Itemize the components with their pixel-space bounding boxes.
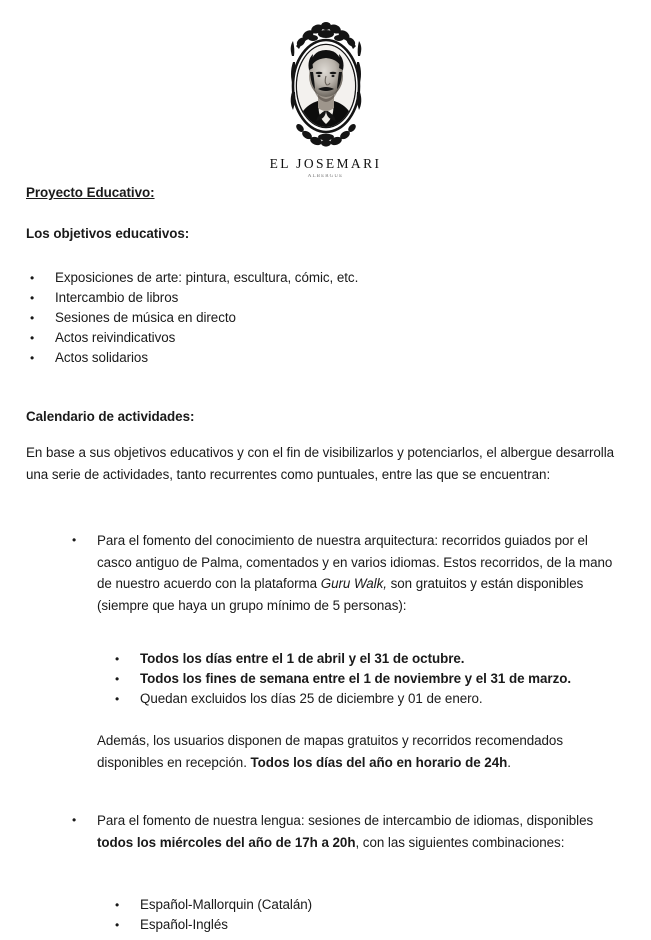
mapas-bold: Todos los días del año en horario de 24h <box>250 754 508 770</box>
arq-text-2: son gratuitos y están disponibles (siempre que haya un grupo mínimo de 5 personas): <box>97 576 584 613</box>
logo-subwordmark: ALBERGUE <box>307 173 344 179</box>
bullet-glyph: • <box>72 533 77 547</box>
list-item <box>115 895 565 915</box>
list-item-label: Actos reivindicativos <box>55 330 176 345</box>
list-item-label: Quedan excluidos los días 25 de diciembre y 01 de enero. <box>140 691 483 706</box>
bullet-glyph: • <box>115 652 120 666</box>
bullet-glyph: • <box>115 692 120 706</box>
bullet-glyph: • <box>30 331 35 345</box>
portrait-illustration <box>297 45 355 127</box>
list-item-label: Todos los días entre el 1 de abril y el 31 de octubre. <box>140 651 465 666</box>
list-item <box>30 328 510 348</box>
list-item <box>30 348 510 368</box>
bullet-glyph: • <box>30 351 35 365</box>
oval-cameo-portrait-logo <box>280 14 372 154</box>
list-item-label: Español-Inglés <box>140 917 228 932</box>
list-item-lengua <box>72 810 626 853</box>
list-item <box>30 268 510 288</box>
list-item <box>115 689 635 709</box>
bullet-glyph: • <box>30 291 35 305</box>
heading-proyecto-educativo: Proyecto Educativo: <box>26 185 155 200</box>
calendario-intro-paragraph: En base a sus objetivos educativos y con el fin de visibilizarlos y potenciarlos, el albergue desarrolla una serie de actividades, tanto recurrentes como puntuales, entre las que se encuentran: <box>26 445 615 482</box>
lengua-text-1: Para el fomento de nuestra lengua: sesiones de intercambio de idiomas, disponibles <box>97 813 594 828</box>
list-item-label: Sesiones de música en directo <box>55 310 236 325</box>
list-item-label: Todos los fines de semana entre el 1 de noviembre y el 31 de marzo. <box>140 671 572 686</box>
arq-text-1: Para el fomento del conocimiento de nuestra arquitectura: recorridos guiados por el casco antiguo de Palma, comentados y en varios idiomas. Estos recorridos, de la mano de nuestro acuerdo con la plataforma <box>97 533 613 591</box>
list-item <box>115 649 635 669</box>
list-item-label <box>97 810 626 853</box>
list-item-label <box>97 530 626 616</box>
list-item-label: Exposiciones de arte: pintura, escultura, cómic, etc. <box>55 270 359 285</box>
logo-wordmark: EL JOSEMARI <box>269 156 382 171</box>
heading-calendario-actividades: Calendario de actividades: <box>26 409 195 424</box>
list-item-label: Actos solidarios <box>55 350 148 365</box>
list-item <box>30 288 510 308</box>
mapas-text-2: . <box>507 754 511 770</box>
lengua-bold: todos los miércoles del año de 17h a 20h <box>97 834 356 850</box>
logo-block <box>0 0 651 179</box>
mapas-paragraph <box>97 730 625 773</box>
arq-italic-brand: Guru Walk, <box>320 576 387 591</box>
bullet-glyph: • <box>72 813 77 827</box>
bullet-glyph: • <box>30 311 35 325</box>
list-item-arquitectura <box>72 530 626 616</box>
bullet-glyph: • <box>115 898 120 912</box>
heading-objetivos-educativos: Los objetivos educativos: <box>26 226 190 241</box>
bullet-glyph: • <box>115 672 120 686</box>
bullet-glyph: • <box>115 918 120 932</box>
lengua-text-2: , con las siguientes combinaciones: <box>355 834 565 850</box>
bullet-glyph: • <box>30 271 35 285</box>
list-item <box>115 669 635 689</box>
list-item-label: Intercambio de libros <box>55 290 179 305</box>
list-item <box>115 915 565 935</box>
mapas-text-1: Además, los usuarios disponen de mapas gratuitos y recorridos recomendados disponibles en recepción. <box>97 733 563 770</box>
list-item <box>30 308 510 328</box>
list-item-label: Español-Mallorquin (Catalán) <box>140 897 313 912</box>
